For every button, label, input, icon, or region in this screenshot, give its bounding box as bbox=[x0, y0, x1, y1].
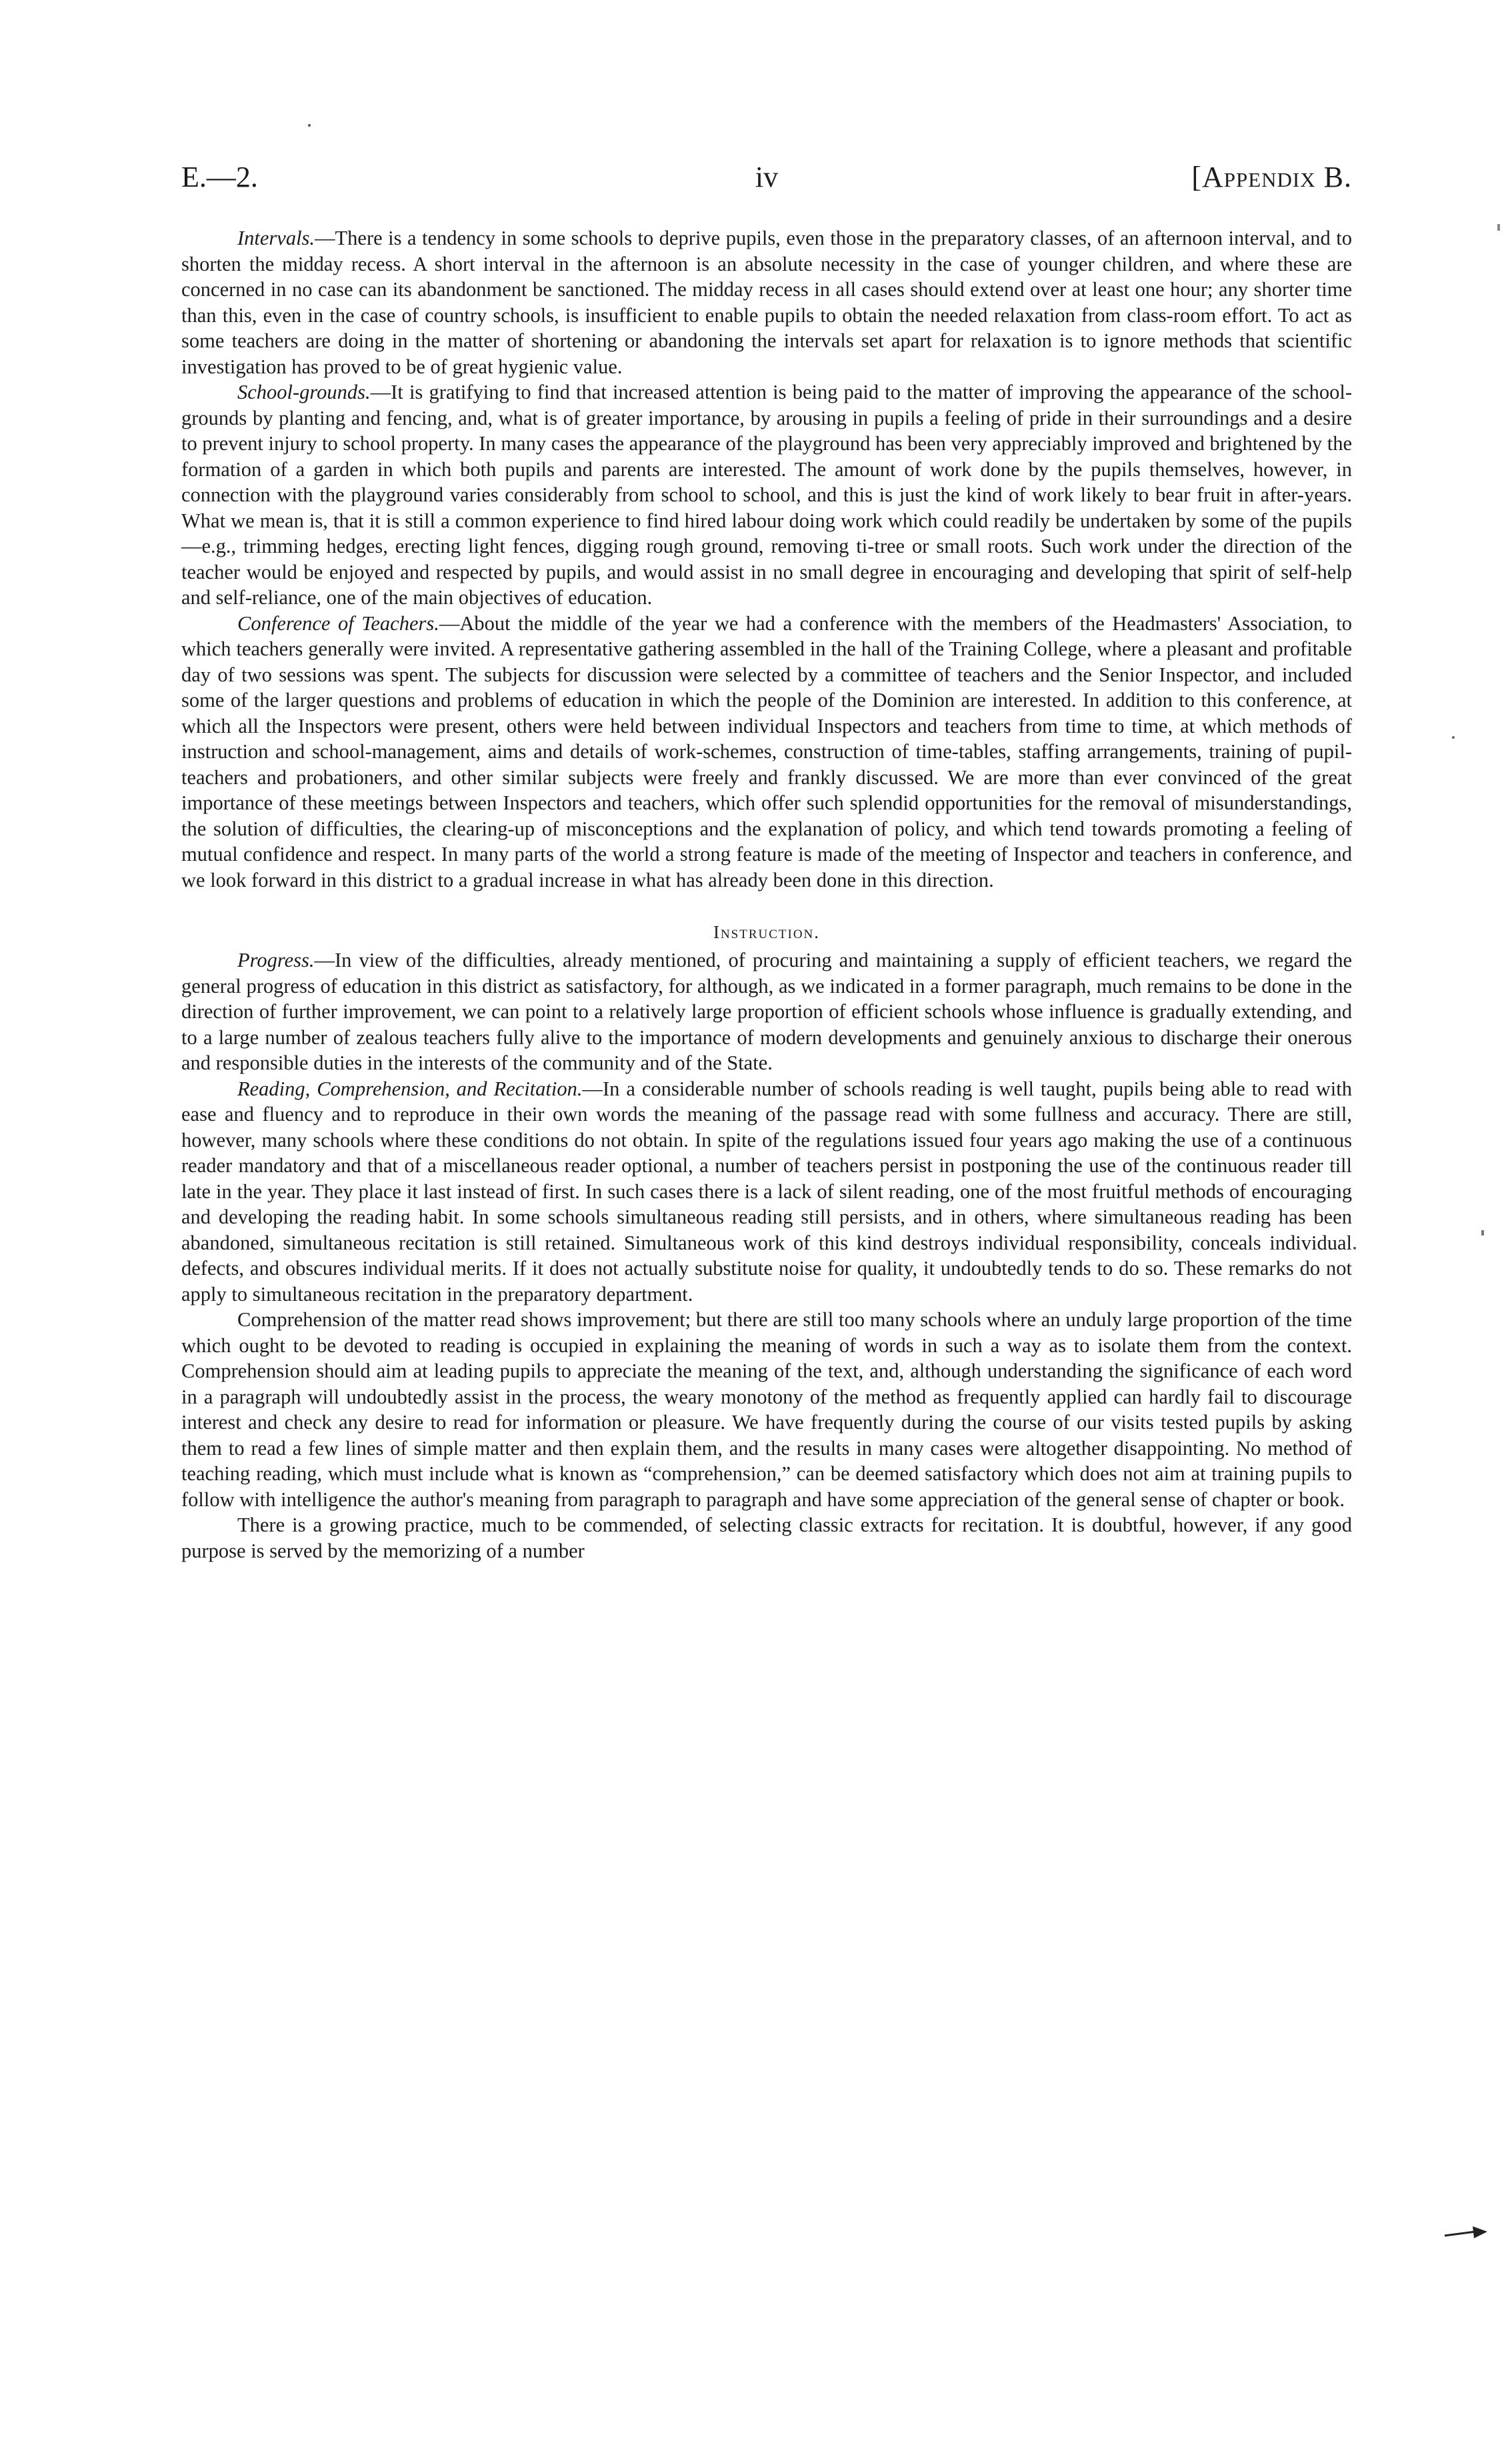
page-number: iv bbox=[755, 161, 779, 193]
parliamentary-paper-reference: E.—2. bbox=[181, 161, 258, 193]
paragraph-body: —About the middle of the year we had a conference with the members of the Headmasters' Association, to which teachers generally were invited. A representative gathering assembled in the hall of the Training College, where a pleasant and profitable day of two sessions was spent. The subjects for discussion were selected by a committee of teachers and the Senior Inspector, and included some of the larger questions and problems of education in which the people of the Dominion are interested. In addition to this conference, at which all the Inspectors were present, others were held between individual Inspectors and teachers from time to time, at which methods of instruction and school-management, aims and details of work-schemes, construction of time-tables, staffing arrangements, training of pupil-teachers and probationers, and other similar subjects were freely and frankly discussed. We are more than ever convinced of the great importance of these meetings between Inspectors and teachers, which offer such splendid opportunities for the removal of misunderstandings, the solution of difficulties, the clearing-up of misconceptions and the explanation of policy, and which tend towards promoting a feeling of mutual confidence and respect. In many parts of the world a strong feature is made of the meeting of Inspector and teachers in conference, and we look forward in this district to a gradual increase in what has already been done in this direction. bbox=[181, 611, 1352, 891]
document-page bbox=[181, 160, 1352, 1564]
paragraph-body: Comprehension of the matter read shows improvement; but there are still too many schools where an unduly large proportion of the time which ought to be devoted to reading is occupied in explaining the meaning of words in such a way as to isolate them from the context. Comprehension should aim at leading pupils to appreciate the meaning of the text, and, although understanding the significance of each word in a paragraph will undoubtedly assist in the process, the weary monotony of the method as frequently applied can hardly fail to discourage interest and check any desire to read for information or pleasure. We have frequently during the course of our visits tested pupils by asking them to read a few lines of simple matter and then explain them, and the results in many cases were altogether disappointing. No method of teaching reading, which must include what is known as “comprehension,” can be deemed satisfactory which does not aim at training pupils to follow with intelligence the author's meaning from paragraph to paragraph and have some appreciation of the general sense of chapter or book. bbox=[181, 1308, 1352, 1511]
scan-speck bbox=[1452, 736, 1455, 739]
paragraph-recitation-extracts bbox=[181, 1512, 1352, 1564]
scan-speck bbox=[1353, 1247, 1356, 1250]
paragraph-body: —In a considerable number of schools reading is well taught, pupils being able to read with ease and fluency and to reproduce in their own words the meaning of the passage read with some fullness and accuracy. There are still, however, many schools where these conditions do not obtain. In spite of the regulations issued four years ago making the use of a continuous reader mandatory and that of a miscellaneous reader optional, a number of teachers persist in postponing the use of the continuous reader till late in the year. They place it last instead of first. In such cases there is a lack of silent reading, one of the most fruitful methods of encouraging and developing the reading habit. In some schools simultaneous reading still persists, and in others, where simultaneous reading has been abandoned, simultaneous recitation is still retained. Simultaneous work of this kind destroys individual responsibility, conceals individual defects, and obscures individual merits. If it does not actually substitute noise for quality, it undoubtedly tends to do so. These remarks do not apply to simultaneous recitation in the preparatory department. bbox=[181, 1077, 1352, 1306]
paragraph-lead: Progress. bbox=[237, 949, 315, 971]
paragraph-comprehension bbox=[181, 1307, 1352, 1512]
appendix-label: [Appendix B. bbox=[1191, 161, 1352, 193]
running-head bbox=[181, 160, 1352, 207]
paragraph-progress bbox=[181, 947, 1352, 1076]
paragraph-body: —In view of the difficulties, already mentioned, of procuring and maintaining a supply of efficient teachers, we regard the general progress of education in this district as satisfactory, for although, as we indicated in a former paragraph, much remains to be done in the direction of further improvement, we can point to a relatively large proportion of efficient schools whose influence is gradually extending, and to a large number of zealous teachers fully alive to the importance of modern developments and genuinely anxious to discharge their onerous and responsible duties in the interests of the community and of the State. bbox=[181, 949, 1352, 1074]
body-text bbox=[181, 225, 1352, 1564]
section-heading-instruction: Instruction. bbox=[713, 922, 821, 942]
scan-speck bbox=[1497, 224, 1500, 231]
scan-speck bbox=[308, 124, 311, 127]
paragraph-body: —It is gratifying to find that increased attention is being paid to the matter of improving the appearance of the school-grounds by planting and fencing, and, what is of greater importance, by arousing in pupils a feeling of pride in their surroundings and a desire to prevent injury to school property. In many cases the appearance of the playground has been very appreciably improved and brightened by the formation of a garden in which both pupils and parents are interested. The amount of work done by the pupils themselves, however, in connection with the playground varies considerably from school to school, and this is just the kind of work likely to bear fruit in after-years. What we mean is, that it is still a common experience to find hired labour doing work which could readily be undertaken by some of the pupils—e.g., trimming hedges, erecting light fences, digging rough ground, removing ti-tree or small roots. Such work under the direction of the teacher would be enjoyed and respected by pupils, and would assist in no small degree in encouraging and developing that spirit of self-help and self-reliance, one of the main objectives of education. bbox=[181, 381, 1352, 609]
paragraph-lead: Conference of Teachers. bbox=[237, 611, 439, 635]
paragraph-lead: Intervals. bbox=[237, 227, 315, 249]
paragraph-conference-of-teachers bbox=[181, 611, 1352, 893]
paragraph-lead: School-grounds. bbox=[237, 381, 371, 403]
paragraph-lead: Reading, Comprehension, and Recitation. bbox=[237, 1077, 583, 1100]
paragraph-reading-comprehension-recitation bbox=[181, 1076, 1352, 1308]
paragraph-intervals bbox=[181, 225, 1352, 379]
paragraph-body: —There is a tendency in some schools to deprive pupils, even those in the preparatory classes, of an afternoon interval, and to shorten the midday recess. A short interval in the afternoon is an absolute necessity in the case of younger children, and where these are concerned in no case can its abandonment be sanctioned. The midday recess in all cases should extend over at least one hour; any shorter time than this, even in the case of country schools, is insufficient to enable pupils to obtain the needed relaxation from class-room effort. To act as some teachers are doing in the matter of shortening or abandoning the intervals set apart for relaxation is to ignore methods that scientific investigation has proved to be of great hygienic value. bbox=[181, 227, 1352, 378]
margin-arrow-icon bbox=[1443, 2224, 1490, 2244]
scan-speck bbox=[1481, 1230, 1484, 1236]
paragraph-body: There is a growing practice, much to be commended, of selecting classic extracts for recitation. It is doubtful, however, if any good purpose is served by the memorizing of a number bbox=[181, 1514, 1352, 1562]
paragraph-school-grounds bbox=[181, 379, 1352, 611]
